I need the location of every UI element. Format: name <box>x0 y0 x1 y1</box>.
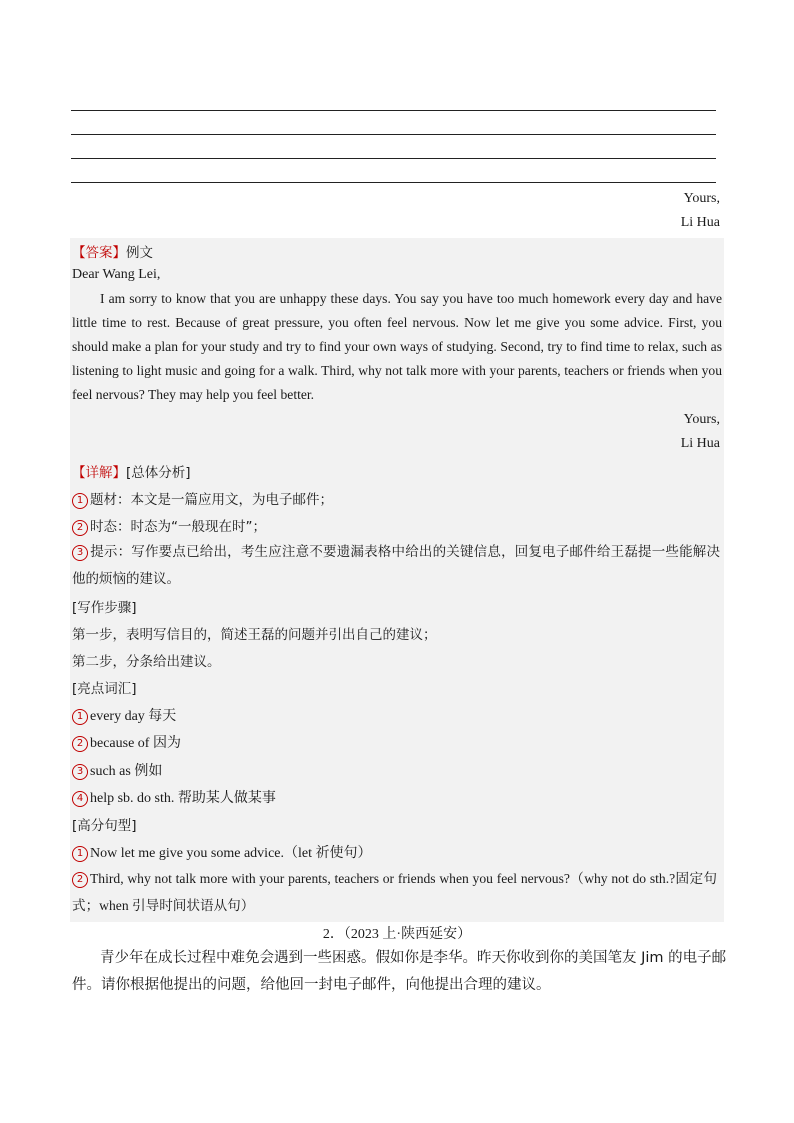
vocab-text: help sb. do sth. 帮助某人做某事 <box>90 791 276 806</box>
overall-analysis-title: [总体分析] <box>126 465 191 481</box>
vocab-text: such as 例如 <box>90 764 163 779</box>
vocab-item <box>72 760 162 780</box>
answer-signature: Li Hua <box>680 436 720 451</box>
writing-line <box>71 182 716 183</box>
vocab-title: [亮点词汇] <box>72 681 137 697</box>
pattern-text: Now let me give you some advice.（let 祈使句） <box>90 846 372 861</box>
vocab-item <box>72 705 176 725</box>
detail-item <box>72 539 720 593</box>
circled-number: 2 <box>72 736 88 752</box>
vocab-item <box>72 787 276 807</box>
detail-tag: 【详解】 <box>72 465 126 481</box>
writing-line <box>71 110 716 111</box>
circled-number: 3 <box>72 764 88 780</box>
letter-signature: Li Hua <box>680 215 720 230</box>
detail-item-text: 时态：时态为“一般现在时”； <box>90 519 266 535</box>
question-body: 青少年在成长过程中难免会遇到一些困惑。假如你是李华。昨天你收到你的美国笔友 Jim 的电子邮件。请你根据他提出的问题，给他回一封电子邮件，向他提出合理的建议。 <box>72 950 727 993</box>
circled-number: 2 <box>72 872 88 888</box>
detail-item-text: 题材：本文是一篇应用文，为电子邮件； <box>90 492 333 508</box>
vocab-text: because of 因为 <box>90 736 181 751</box>
answer-heading <box>72 241 153 262</box>
writing-line <box>71 158 716 159</box>
circled-number: 1 <box>72 709 88 725</box>
vocab-text: every day 每天 <box>90 709 177 724</box>
letter-closing: Yours, <box>683 191 720 206</box>
circled-number: 3 <box>72 545 88 561</box>
writing-step: 第二步，分条给出建议。 <box>72 654 221 670</box>
answer-tag-rest: 例文 <box>126 245 153 261</box>
detail-item <box>72 515 266 536</box>
letter-greeting: Dear Wang Lei, <box>72 267 161 282</box>
circled-number: 1 <box>72 846 88 862</box>
writing-step: 第一步，表明写信目的，简述王磊的问题并引出自己的建议； <box>72 627 437 643</box>
letter-body: I am sorry to know that you are unhappy these days. You say you have too much homework every day and have little time to rest. Because of great pressure, you often feel nervous. Now let me give you some advice. First, you should make a plan for your study and try to find your own ways of studying. Second, try to find time to relax, such as listening to light music and going for a walk. Third, why not talk more with your parents, teachers or friends when you feel nervous? They may help you feel better. <box>72 291 722 402</box>
answer-closing: Yours, <box>683 412 720 427</box>
pattern-text: Third, why not talk more with your parents, teachers or friends when you feel nervous?（why not do sth.?固定句式；when 引导时间状语从句） <box>72 871 717 913</box>
pattern-item <box>72 842 372 862</box>
vocab-item <box>72 732 181 752</box>
detail-item-text: 提示：写作要点已给出，考生应注意不要遗漏表格中给出的关键信息，回复电子邮件给王磊提一些能解决他的烦恼的建议。 <box>72 544 720 587</box>
circled-number: 4 <box>72 791 88 807</box>
detail-item <box>72 488 333 509</box>
writing-line <box>71 134 716 135</box>
detail-heading <box>72 461 191 482</box>
pattern-item <box>72 865 717 919</box>
question-title: 2．（2023 上·陕西延安） <box>322 927 472 942</box>
patterns-title: [高分句型] <box>72 818 137 834</box>
writing-steps-title: [写作步骤] <box>72 600 137 616</box>
answer-tag: 【答案】 <box>72 245 126 261</box>
circled-number: 1 <box>72 493 88 509</box>
circled-number: 2 <box>72 520 88 536</box>
